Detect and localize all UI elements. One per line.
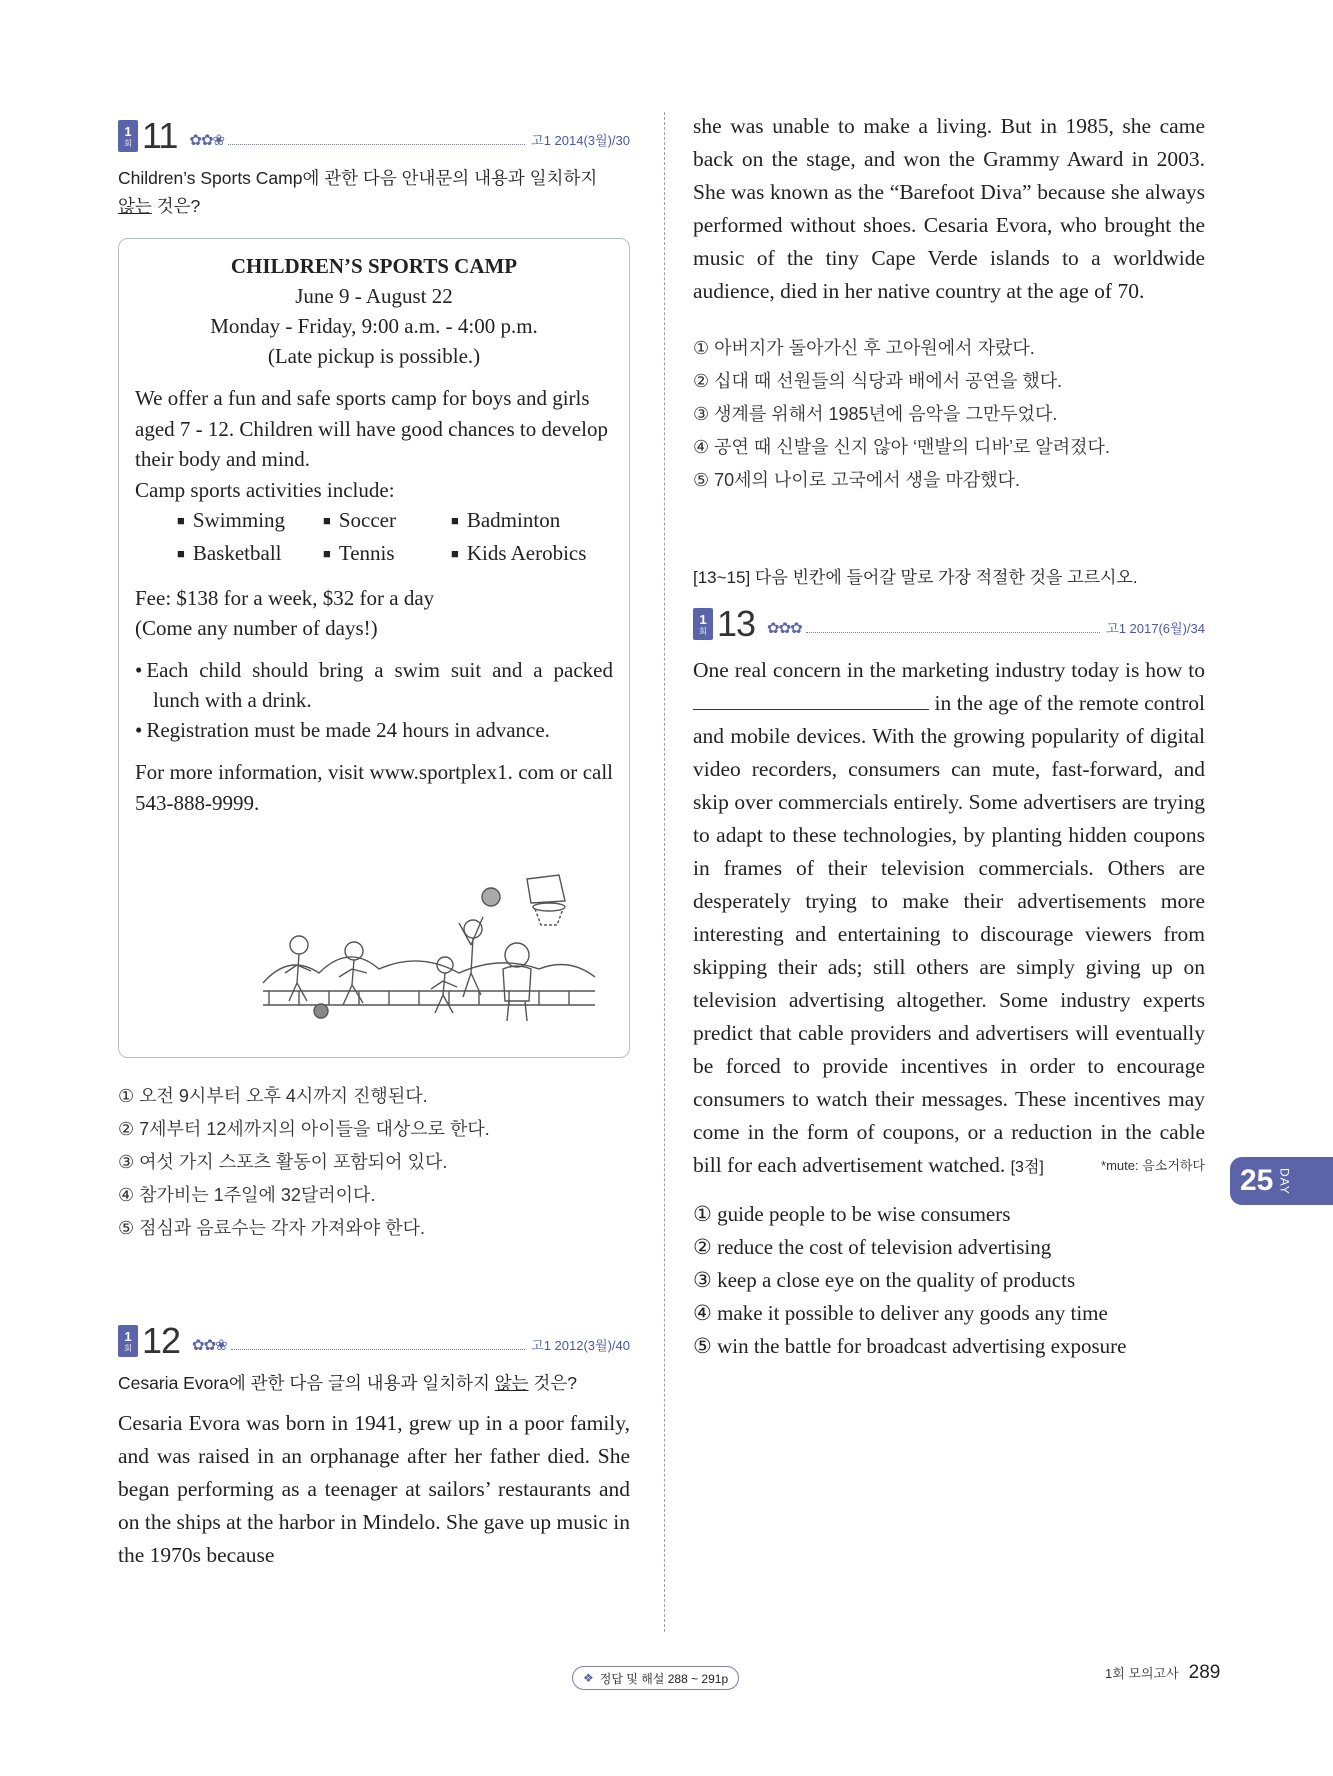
left-column <box>118 115 630 1572</box>
notice-intro: We offer a fun and safe sports camp for boys and girls aged 7 - 12. Children will have good chances to develop their body and mind. <box>135 386 608 471</box>
activity-item: ■ Badminton <box>451 505 611 538</box>
badge-label: 회 <box>699 626 707 636</box>
rule-item: • Registration must be made 24 hours in advance. <box>135 715 613 745</box>
glossary-note: *mute: 음소거하다 <box>1101 1158 1205 1173</box>
badge-number: 1 <box>699 611 707 627</box>
exam-badge <box>118 120 138 152</box>
badge-number: 1 <box>124 1328 132 1344</box>
column-divider <box>664 112 665 1632</box>
notice-dates: June 9 - August 22 <box>295 284 453 308</box>
choice-option[interactable]: ② reduce the cost of television advertising <box>693 1235 1052 1259</box>
activity-item: ■ Swimming <box>177 505 323 538</box>
choice-option[interactable]: ④ 참가비는 1주일에 32달러이다. <box>118 1185 376 1205</box>
choice-option[interactable]: ⑤ win the battle for broadcast advertising exposure <box>693 1334 1127 1358</box>
notice-contact: For more information, visit www.sportplex1. com or call 543-888-9999. <box>135 760 613 815</box>
choice-option[interactable]: ④ make it possible to deliver any goods any time <box>693 1301 1108 1325</box>
day-label: DAY <box>1277 1167 1292 1195</box>
choice-option[interactable]: ② 십대 때 선원들의 식당과 배에서 공연을 했다. <box>693 371 1063 391</box>
question-source: 고1 2012(3월)/40 <box>531 1338 630 1353</box>
range-instruction: [13~15] 다음 빈칸에 들어갈 말로 가장 적절한 것을 고르시오. <box>693 568 1138 587</box>
question-prompt <box>118 1369 630 1397</box>
badge-label: 회 <box>124 138 132 148</box>
activity-item: ■ Tennis <box>323 538 451 571</box>
q11-choices <box>118 1080 630 1245</box>
prompt-text-end: 것은? <box>151 196 201 216</box>
difficulty-stars-icon: ✿✿❀ <box>189 133 225 149</box>
activities-list <box>135 505 613 571</box>
right-column <box>693 114 1206 1363</box>
score-label: [3점] <box>1010 1159 1044 1176</box>
section-label: 1회 모의고사 <box>1105 1666 1179 1681</box>
q12-passage-part2: she was unable to make a living. But in 1985, she came back on the stage, and won the Grammy Award in 2003. She was known as the “Barefoot Diva” because she always performed without shoes. Cesaria Evora, who brought the music of the tiny Cape Verde islands to a worldwide audience, died in her native country at the age of 70. <box>693 114 1205 303</box>
question-source: 고1 2014(3월)/30 <box>531 133 630 148</box>
rule-item: • Each child should bring a swim suit and a packed lunch with a drink. <box>135 655 613 715</box>
notice-late-pickup: (Late pickup is possible.) <box>267 344 481 368</box>
badge-label: 회 <box>124 1343 132 1353</box>
page-number: 289 <box>1188 1662 1221 1683</box>
question-number: 11 <box>142 115 178 156</box>
difficulty-stars-icon: ✿✿❀ <box>192 1338 227 1354</box>
notice-fee: Fee: $138 for a week, $32 for a day <box>135 585 435 610</box>
page-footer <box>1105 1662 1220 1684</box>
choice-option[interactable]: ⑤ 점심과 음료수는 각자 가져와야 한다. <box>118 1218 425 1238</box>
notice-title: CHILDREN’S SPORTS CAMP <box>230 254 518 278</box>
prompt-text-end: 것은? <box>528 1373 577 1393</box>
q13-passage <box>693 654 1205 1184</box>
prompt-underlined: 않는 <box>118 196 152 216</box>
activity-item: ■ Soccer <box>323 505 451 538</box>
activity-item: ■ Basketball <box>177 538 323 571</box>
activities-label: Camp sports activities include: <box>135 477 395 502</box>
answer-reference-text: 정답 및 해설 288 ~ 291p <box>599 1671 729 1686</box>
q12-choices <box>693 332 1205 497</box>
q12-passage-part1: Cesaria Evora was born in 1941, grew up in a poor family, and was raised in an orphanage after her father died. She began performing as a teenager at sailors’ restaurants and on the ships at the harbor in Mindelo. She gave up music in the 1970s because <box>118 1411 630 1567</box>
leader-dots <box>228 144 525 145</box>
prompt-underlined: 않는 <box>494 1373 529 1393</box>
choice-option[interactable]: ① 오전 9시부터 오후 4시까지 진행된다. <box>118 1086 428 1106</box>
question-prompt <box>118 164 630 220</box>
question-11-header <box>118 115 630 156</box>
prompt-text: Children’s Sports Camp에 관한 다음 안내문의 내용과 일치하지 <box>118 168 598 188</box>
choice-option[interactable]: ③ 생계를 위해서 1985년에 음악을 그만두었다. <box>693 404 1058 424</box>
choice-option[interactable]: ① 아버지가 돌아가신 후 고아원에서 자랐다. <box>693 338 1035 358</box>
question-source: 고1 2017(6월)/34 <box>1106 621 1205 636</box>
day-side-tab <box>1230 1157 1333 1205</box>
answer-reference <box>572 1666 739 1690</box>
prompt-text: Cesaria Evora에 관한 다음 글의 내용과 일치하지 <box>118 1373 495 1393</box>
kids-playing-illustration <box>259 873 599 1033</box>
choice-option[interactable]: ② 7세부터 12세까지의 아이들을 대상으로 한다. <box>118 1119 490 1139</box>
choice-option[interactable]: ④ 공연 때 신발을 신지 않아 ‘맨발의 디바’로 알려졌다. <box>693 437 1110 457</box>
badge-number: 1 <box>124 123 132 139</box>
choice-option[interactable]: ① guide people to be wise consumers <box>693 1202 1011 1226</box>
question-12-header <box>118 1320 630 1361</box>
question-13-header <box>693 603 1205 644</box>
passage-text: One real concern in the marketing industry today is how to <box>693 658 1205 682</box>
q13-choices <box>693 1198 1205 1363</box>
choice-option[interactable]: ③ 여섯 가지 스포츠 활동이 포함되어 있다. <box>118 1152 448 1172</box>
notice-fee-note: (Come any number of days!) <box>135 616 378 640</box>
activity-item: ■ Kids Aerobics <box>451 538 611 571</box>
passage-text: in the age of the remote control and mobile devices. With the growing popularity of digital video recorders, consumers can mute, fast-forward, and skip over commercials entirely. Some advertisers are trying to adapt to these technologies, by planting hidden coupons in frames of their television commercials. Others are desperately trying to make their advertisements more interesting and entertaining to discourage viewers from skipping their ads; still others are simply giving up on television advertising altogether. Some industry experts predict that cable providers and advertisers will eventually be forced to provide incentives in order to encourage consumers to watch their messages. These incentives may come in the form of coupons, or a reduction in the cable bill for each advertisement watched. <box>693 691 1206 1177</box>
exam-badge <box>693 608 713 640</box>
question-number: 12 <box>142 1320 181 1361</box>
choice-option[interactable]: ⑤ 70세의 나이로 고국에서 생을 마감했다. <box>693 470 1020 490</box>
difficulty-stars-icon: ✿✿✿ <box>767 621 802 637</box>
leader-dots <box>231 1349 525 1350</box>
diamond-icon: ❖ <box>583 1671 594 1685</box>
day-number: 25 <box>1240 1164 1274 1197</box>
exam-badge <box>118 1325 138 1357</box>
question-number: 13 <box>717 603 756 644</box>
leader-dots <box>806 632 1100 633</box>
answer-blank <box>693 690 929 710</box>
camp-notice-box <box>118 238 630 1058</box>
rules-list <box>135 655 613 745</box>
notice-hours: Monday - Friday, 9:00 a.m. - 4:00 p.m. <box>210 314 538 338</box>
choice-option[interactable]: ③ keep a close eye on the quality of products <box>693 1268 1076 1292</box>
